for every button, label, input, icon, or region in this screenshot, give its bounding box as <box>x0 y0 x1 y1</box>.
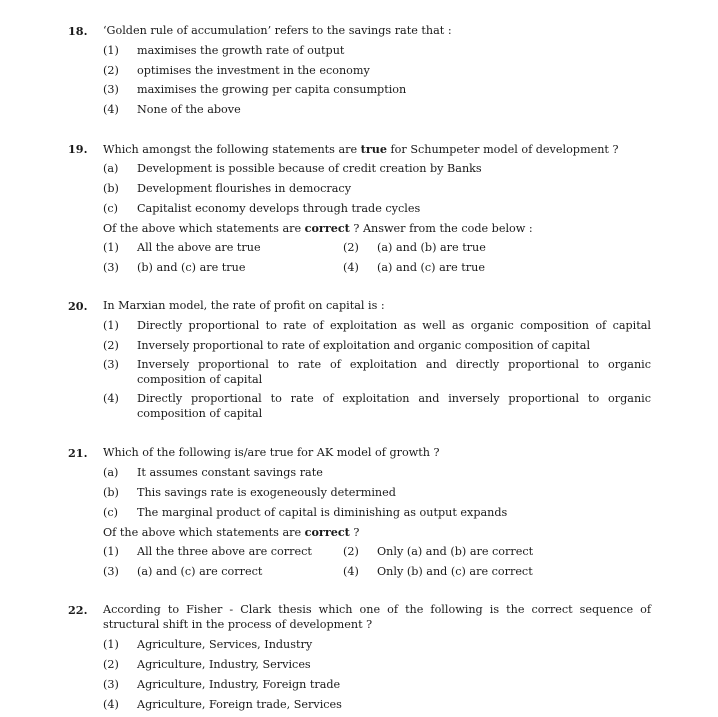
option-label: (2) <box>103 658 119 671</box>
option-label: (3) <box>103 678 119 691</box>
option-text-line-2: composition of capital <box>137 407 263 420</box>
option-label: (3) <box>103 358 119 371</box>
question-number: 18. <box>68 24 88 38</box>
option-text: All the above are true <box>137 241 261 254</box>
statement-text: Capitalist economy develops through trade cycles <box>137 202 421 215</box>
option-text: (a) and (b) are true <box>377 241 486 254</box>
option-label: (1) <box>103 319 119 332</box>
instruction-part: Of the above which statements are <box>103 526 305 539</box>
option-label: (3) <box>103 261 119 274</box>
question-text-part: for Schumpeter model of development ? <box>386 143 619 156</box>
question-text: Which of the following is/are true for AK model of growth ? <box>103 446 440 459</box>
option-text: None of the above <box>137 103 241 116</box>
option-label: (2) <box>103 64 119 77</box>
option-text: maximises the growth rate of output <box>137 44 345 57</box>
option-label: (1) <box>103 44 119 57</box>
option-label: (1) <box>103 545 119 558</box>
option-text-line-2: composition of capital <box>137 373 263 386</box>
option-text: (a) and (c) are correct <box>137 565 263 578</box>
option-label: (3) <box>103 83 119 96</box>
question-text-emphasis: true <box>360 142 387 156</box>
instruction-part: ? Answer from the code below : <box>349 222 533 235</box>
option-text: optimises the investment in the economy <box>137 64 370 77</box>
option-text: Agriculture, Foreign trade, Services <box>137 698 342 711</box>
option-label: (3) <box>103 565 119 578</box>
question-text: In Marxian model, the rate of profit on capital is : <box>103 299 385 312</box>
question-number: 22. <box>68 603 88 617</box>
question-text-line-2: structural shift in the process of development ? <box>103 618 373 631</box>
option-text: Inversely proportional to rate of exploitation and organic composition of capital <box>137 339 591 352</box>
instruction-text <box>103 221 651 236</box>
question-text <box>103 142 651 157</box>
question-number: 19. <box>68 142 88 156</box>
statement-text: This savings rate is exogeneously determined <box>137 486 396 499</box>
option-label: (2) <box>343 545 359 558</box>
instruction-emphasis: correct <box>304 525 350 539</box>
question-text-line-1: According to Fisher - Clark thesis which one of the following is the correct sequence of <box>103 603 651 616</box>
option-text: Agriculture, Industry, Services <box>137 658 311 671</box>
option-label: (1) <box>103 241 119 254</box>
option-label: (4) <box>343 261 359 274</box>
option-text: maximises the growing per capita consumption <box>137 83 407 96</box>
option-label: (2) <box>103 339 119 352</box>
instruction-part: ? <box>349 526 360 539</box>
statement-label: (c) <box>103 506 118 519</box>
option-text: Directly proportional to rate of exploitation as well as organic composition of capital <box>137 319 651 332</box>
question-text: ‘Golden rule of accumulation’ refers to the savings rate that : <box>103 24 452 37</box>
statement-label: (b) <box>103 486 119 499</box>
option-label: (4) <box>343 565 359 578</box>
instruction-text <box>103 525 651 540</box>
option-label: (4) <box>103 392 119 405</box>
option-text: Only (b) and (c) are correct <box>377 565 533 578</box>
option-text: Agriculture, Services, Industry <box>137 638 313 651</box>
option-text-line-1: Directly proportional to rate of exploitation and inversely proportional to organic <box>137 392 651 405</box>
statement-text: Development flourishes in democracy <box>137 182 352 195</box>
option-label: (1) <box>103 638 119 651</box>
statement-text: It assumes constant savings rate <box>137 466 323 479</box>
statement-label: (b) <box>103 182 119 195</box>
option-text-line-1: Inversely proportional to rate of exploitation and directly proportional to organic <box>137 358 651 371</box>
question-number: 20. <box>68 299 88 313</box>
statement-label: (a) <box>103 466 119 479</box>
question-number: 21. <box>68 446 88 460</box>
option-label: (4) <box>103 698 119 711</box>
statement-label: (c) <box>103 202 118 215</box>
instruction-part: Of the above which statements are <box>103 222 305 235</box>
statement-label: (a) <box>103 162 119 175</box>
option-text: Agriculture, Industry, Foreign trade <box>137 678 341 691</box>
statement-text: The marginal product of capital is diminishing as output expands <box>137 506 508 519</box>
instruction-emphasis: correct <box>304 221 350 235</box>
option-text: (b) and (c) are true <box>137 261 246 274</box>
statement-text: Development is possible because of credit creation by Banks <box>137 162 482 175</box>
option-label: (2) <box>343 241 359 254</box>
option-label: (4) <box>103 103 119 116</box>
option-text: (a) and (c) are true <box>377 261 485 274</box>
option-text: Only (a) and (b) are correct <box>377 545 534 558</box>
option-text: All the three above are correct <box>137 545 312 558</box>
question-text-part: Which amongst the following statements are <box>103 143 361 156</box>
